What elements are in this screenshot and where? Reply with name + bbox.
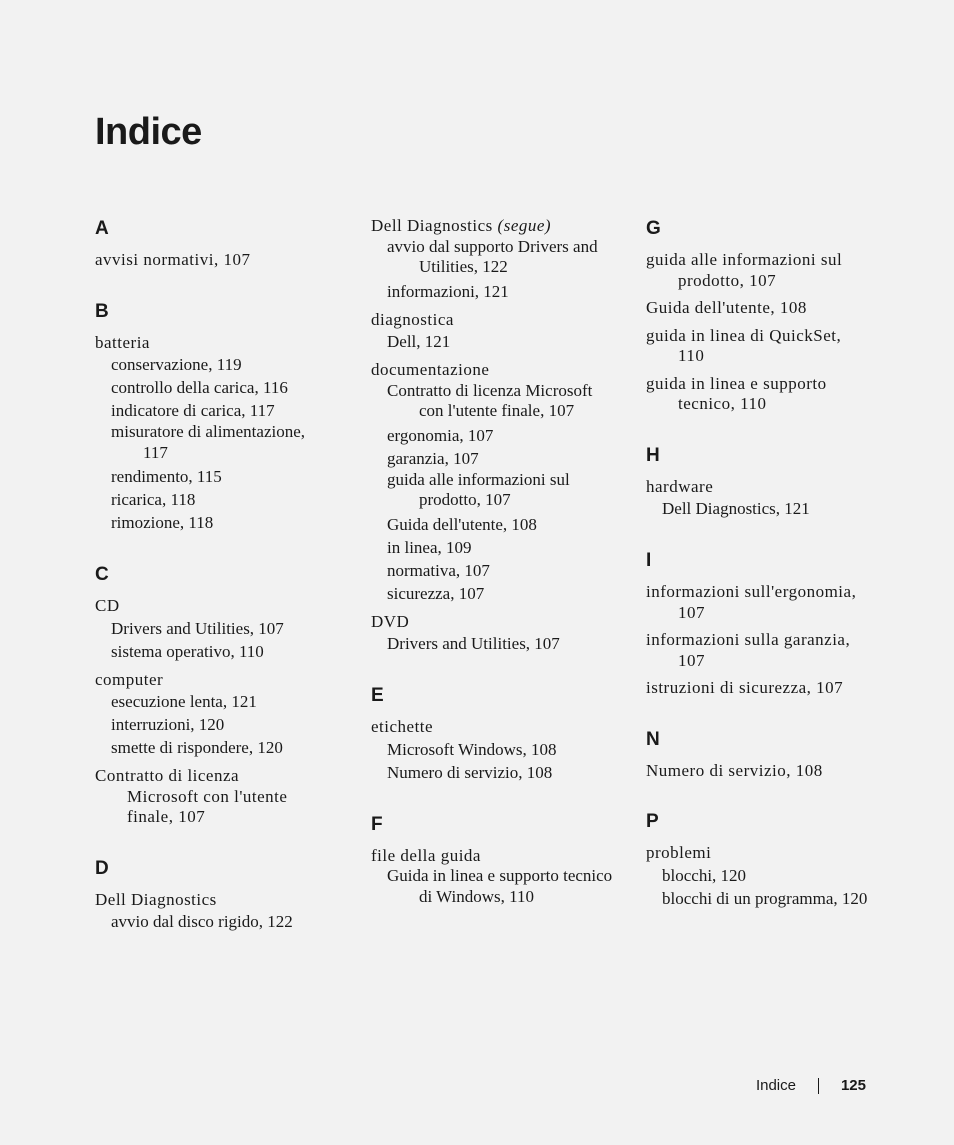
index-subentry: rendimento, 115 bbox=[111, 467, 222, 486]
index-term bbox=[95, 890, 310, 911]
index-subentry: Microsoft Windows, 108 bbox=[387, 739, 557, 759]
index-subentry: esecuzione lenta, 121 bbox=[111, 692, 257, 711]
index-subentry: rimozione, 118 bbox=[111, 513, 214, 532]
index-subentry: normativa, 107 bbox=[387, 560, 490, 580]
index-term-text: istruzioni di sicurezza, 107 bbox=[646, 678, 844, 697]
index-section bbox=[95, 216, 310, 271]
index-term bbox=[371, 310, 616, 331]
footer-divider bbox=[818, 1078, 819, 1094]
index-subentry: Guida in linea e supporto tecnico di Windows, 110 bbox=[387, 866, 613, 906]
index-section bbox=[371, 812, 616, 910]
index-term-text: Guida dell'utente, 108 bbox=[646, 298, 807, 317]
section-letter: G bbox=[646, 218, 661, 239]
index-subentry: blocchi di un programma, 120 bbox=[662, 888, 868, 908]
index-subentry: blocchi, 120 bbox=[662, 865, 747, 885]
index-term-text: documentazione bbox=[371, 360, 490, 379]
index-section bbox=[95, 856, 310, 934]
index-term bbox=[95, 766, 310, 828]
index-term bbox=[371, 360, 616, 381]
section-letter: F bbox=[371, 813, 383, 835]
index-subentry: interruzioni, 120 bbox=[111, 715, 225, 734]
index-subentry: garanzia, 107 bbox=[387, 448, 479, 468]
section-letter: N bbox=[646, 728, 660, 750]
index-term bbox=[95, 250, 310, 271]
index-term-text: hardware bbox=[646, 476, 714, 496]
index-subentry: Dell, 121 bbox=[387, 332, 451, 351]
index-term-text: guida in linea di QuickSet, 110 bbox=[646, 325, 842, 365]
section-letter: I bbox=[646, 550, 652, 571]
index-column-2 bbox=[371, 216, 616, 937]
index-entry bbox=[371, 846, 616, 910]
index-entry bbox=[646, 250, 871, 291]
index-term bbox=[646, 678, 871, 699]
index-subentry: ergonomia, 107 bbox=[387, 425, 494, 445]
page-number: 125 bbox=[840, 1077, 866, 1094]
index-subentry: avvio dal disco rigido, 122 bbox=[111, 912, 293, 931]
page-title: Indice bbox=[95, 111, 202, 153]
index-entry bbox=[646, 761, 871, 782]
section-letter: H bbox=[646, 444, 660, 466]
index-entry bbox=[646, 582, 871, 623]
continued-note: (segue) bbox=[497, 216, 552, 235]
index-subentry: avvio dal supporto Drivers and Utilities, 122 bbox=[387, 236, 598, 276]
index-entry bbox=[646, 843, 871, 910]
index-subentry: Dell Diagnostics, 121 bbox=[662, 499, 810, 518]
index-entry bbox=[646, 477, 871, 521]
index-term bbox=[646, 582, 871, 623]
index-term bbox=[646, 630, 871, 671]
index-column-3 bbox=[646, 216, 871, 938]
index-term bbox=[371, 216, 616, 237]
index-term-text: DVD bbox=[371, 611, 410, 631]
index-term-text: avvisi normativi, 107 bbox=[95, 250, 251, 269]
index-subentry: Drivers and Utilities, 107 bbox=[111, 618, 284, 638]
index-term-text: Numero di servizio, 108 bbox=[646, 760, 823, 780]
index-entry bbox=[95, 596, 310, 663]
index-subentry: conservazione, 119 bbox=[111, 355, 242, 374]
index-term bbox=[95, 670, 310, 691]
index-subentry: Guida dell'utente, 108 bbox=[387, 514, 537, 534]
index-entry bbox=[95, 333, 310, 535]
index-subentry: ricarica, 118 bbox=[111, 490, 196, 509]
index-subentry: in linea, 109 bbox=[387, 537, 472, 557]
index-term-text: diagnostica bbox=[371, 309, 454, 329]
index-subentry: misuratore di alimentazione, 117 bbox=[111, 422, 306, 462]
index-term bbox=[646, 326, 871, 367]
section-letter: E bbox=[371, 685, 384, 706]
index-subentry: Contratto di licenza Microsoft con l'utente finale, 107 bbox=[387, 380, 593, 420]
index-section bbox=[646, 216, 871, 415]
index-entry bbox=[646, 678, 871, 699]
index-term-text: Dell Diagnostics bbox=[371, 216, 493, 235]
index-term-text: computer bbox=[95, 669, 164, 689]
index-entry bbox=[95, 670, 310, 760]
index-entry bbox=[95, 890, 310, 934]
index-entry bbox=[95, 766, 310, 828]
index-section bbox=[646, 548, 871, 699]
index-entry bbox=[371, 612, 616, 656]
index-entry bbox=[371, 310, 616, 354]
index-entry bbox=[371, 360, 616, 605]
section-letter: D bbox=[95, 857, 109, 879]
index-entry bbox=[95, 250, 310, 271]
index-entry bbox=[646, 298, 871, 319]
section-letter: P bbox=[646, 811, 659, 832]
index-subentry: Drivers and Utilities, 107 bbox=[387, 634, 560, 653]
index-entry bbox=[646, 326, 871, 367]
index-term bbox=[371, 717, 616, 738]
index-subentry: smette di rispondere, 120 bbox=[111, 738, 283, 757]
section-letter: B bbox=[95, 300, 109, 322]
index-entry bbox=[646, 374, 871, 415]
index-section bbox=[95, 299, 310, 535]
index-subentry: informazioni, 121 bbox=[387, 281, 509, 301]
index-entry bbox=[371, 717, 616, 784]
index-term-text: batteria bbox=[95, 332, 150, 352]
index-term-text: Dell Diagnostics bbox=[95, 889, 217, 909]
index-term bbox=[646, 761, 871, 782]
index-term-text: informazioni sulla garanzia, 107 bbox=[646, 630, 851, 670]
index-term-text: guida alle informazioni sul prodotto, 107 bbox=[646, 250, 843, 290]
page-footer bbox=[756, 1077, 866, 1094]
index-section bbox=[646, 443, 871, 521]
index-subentry: indicatore di carica, 117 bbox=[111, 401, 275, 420]
footer-label: Indice bbox=[755, 1077, 796, 1094]
index-section bbox=[371, 683, 616, 784]
index-section bbox=[371, 216, 616, 655]
index-term-text: etichette bbox=[371, 717, 434, 736]
index-term bbox=[646, 843, 871, 864]
index-column-1 bbox=[95, 216, 310, 961]
index-term-text: guida in linea e supporto tecnico, 110 bbox=[646, 373, 827, 413]
index-subentry: controllo della carica, 116 bbox=[111, 378, 288, 397]
index-term bbox=[646, 477, 871, 498]
index-subentry: guida alle informazioni sul prodotto, 107 bbox=[387, 469, 570, 509]
index-term-text: file della guida bbox=[371, 845, 481, 865]
index-term bbox=[646, 250, 871, 291]
index-subentry: sicurezza, 107 bbox=[387, 583, 485, 603]
index-subentry: Numero di servizio, 108 bbox=[387, 762, 553, 782]
index-term-text: CD bbox=[95, 596, 120, 615]
index-section bbox=[646, 809, 871, 910]
index-term bbox=[646, 374, 871, 415]
index-term-text: Contratto di licenza Microsoft con l'utente finale, 107 bbox=[95, 766, 288, 826]
index-term-text: problemi bbox=[646, 843, 712, 862]
index-section bbox=[95, 562, 310, 828]
index-subentry: sistema operativo, 110 bbox=[111, 641, 264, 661]
index-term-text: informazioni sull'ergonomia, 107 bbox=[646, 582, 857, 622]
index-section bbox=[646, 727, 871, 782]
index-term bbox=[95, 333, 310, 354]
index-term bbox=[95, 596, 310, 617]
index-term bbox=[646, 298, 871, 319]
index-entry bbox=[646, 630, 871, 671]
section-letter: A bbox=[95, 218, 109, 239]
index-term bbox=[371, 612, 616, 633]
index-term bbox=[371, 846, 616, 867]
section-letter: C bbox=[95, 564, 109, 585]
index-entry bbox=[371, 216, 616, 303]
